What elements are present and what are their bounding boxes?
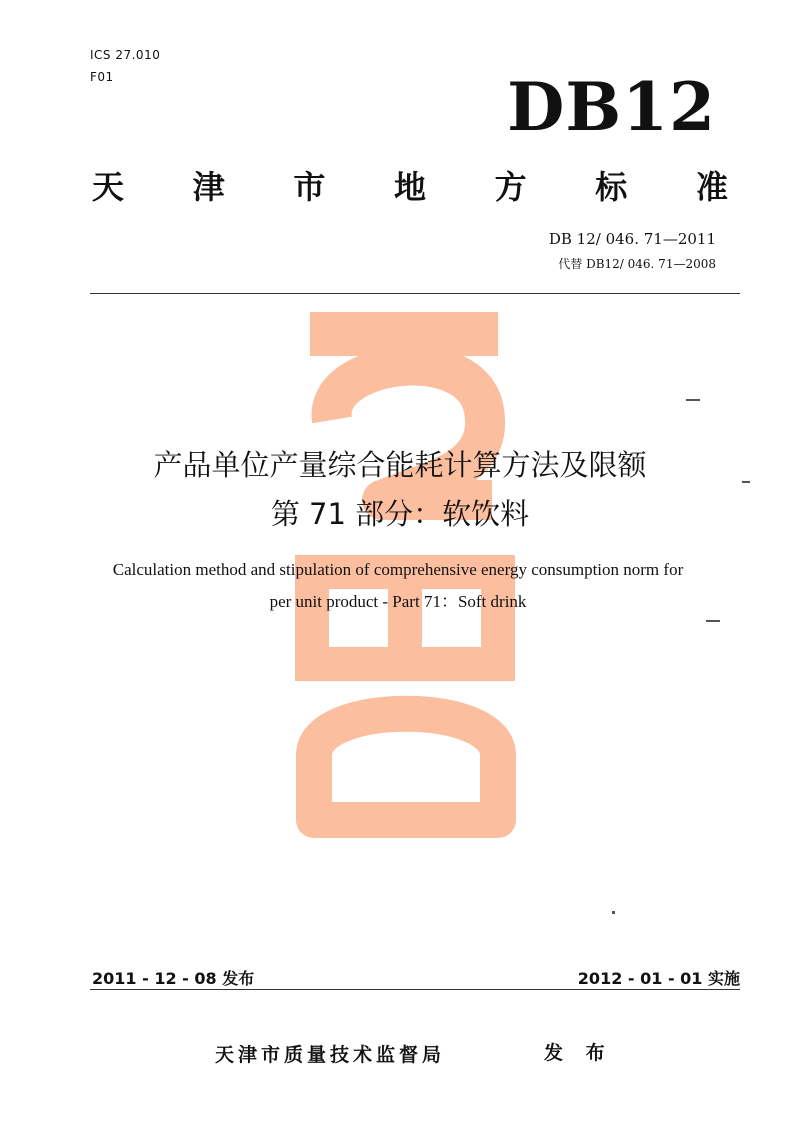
standard-type-char: 市	[293, 168, 326, 206]
title-english-line-2: per unit product - Part 71：Soft drink	[269, 592, 527, 611]
issue-label: 发 布	[544, 1042, 613, 1064]
standard-type-char: 标	[595, 168, 628, 206]
scan-speck	[742, 481, 750, 483]
standard-type-char: 准	[695, 168, 728, 206]
issuing-authority: 天津市质量技术监督局	[215, 1044, 446, 1066]
standard-type-char: 方	[494, 168, 527, 206]
standard-number: DB 12/ 046. 71—2011	[548, 230, 716, 248]
issue-date: 2011 - 12 - 08 发布	[92, 969, 255, 988]
standard-type-char: 天	[92, 168, 125, 206]
top-divider	[90, 293, 740, 294]
title-chinese-line-1: 产品单位产量综合能耗计算方法及限额	[153, 448, 647, 482]
standard-type-char: 地	[393, 168, 426, 206]
standard-type-heading	[92, 162, 728, 208]
replaces-standard: 代替 DB12/ 046. 71—2008	[558, 257, 716, 271]
ics-code: ICS 27.010	[90, 48, 161, 62]
category-code: F01	[90, 70, 114, 84]
db12-logo: DB12	[507, 68, 716, 146]
scan-speck	[686, 399, 700, 401]
bottom-divider	[90, 989, 740, 990]
standard-type-char: 津	[192, 168, 225, 206]
title-english-line-1: Calculation method and stipulation of comprehensive energy consumption norm for	[112, 560, 684, 579]
scan-speck	[706, 620, 720, 622]
scan-speck	[612, 911, 615, 914]
implementation-date: 2012 - 01 - 01 实施	[577, 969, 740, 988]
title-chinese-line-2: 第 71 部分：软饮料	[270, 497, 530, 531]
